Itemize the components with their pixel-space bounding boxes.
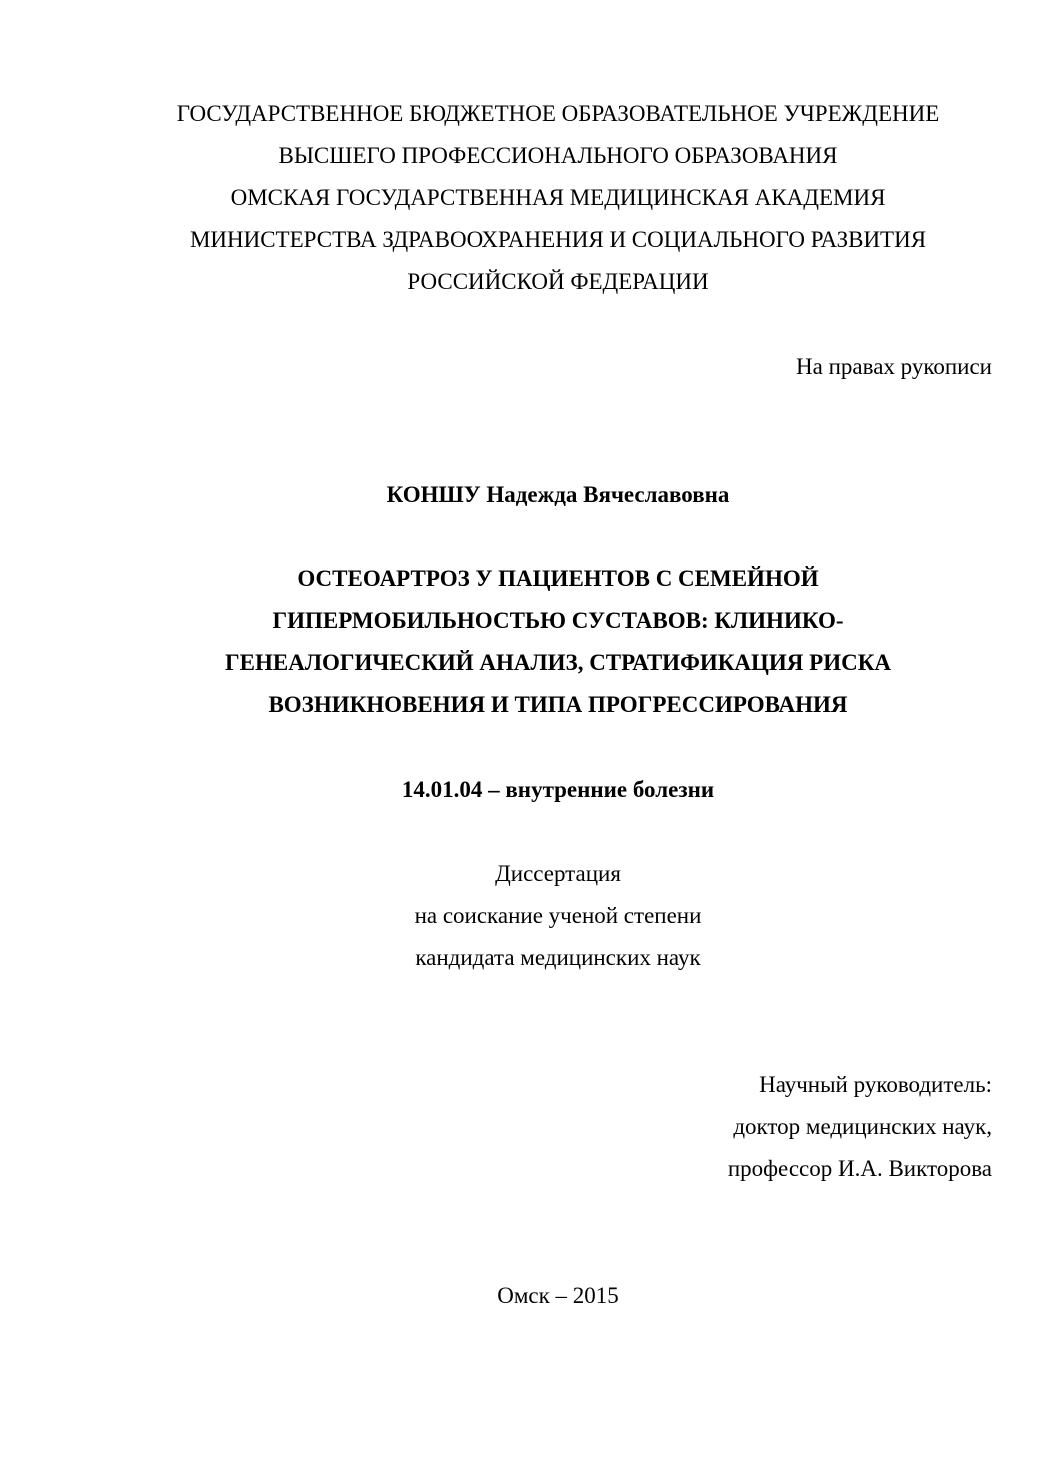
institution-line: ОМСКАЯ ГОСУДАРСТВЕННАЯ МЕДИЦИНСКАЯ АКАДЕМИЯ: [230, 185, 886, 210]
dissertation-line: на соискание ученой степени: [414, 903, 702, 928]
institution-line: МИНИСТЕРСТВА ЗДРАВООХРАНЕНИЯ И СОЦИАЛЬНОГО РАЗВИТИЯ: [189, 227, 927, 252]
supervisor-line: профессор И.А. Викторова: [727, 1156, 992, 1181]
dissertation-line: Диссертация: [495, 861, 621, 886]
title-line: ОСТЕОАРТРОЗ У ПАЦИЕНТОВ С СЕМЕЙНОЙ: [297, 566, 819, 591]
specialty-code: 14.01.04 – внутренние болезни: [401, 777, 715, 802]
institution-line: ГОСУДАРСТВЕННОЕ БЮДЖЕТНОЕ ОБРАЗОВАТЕЛЬНОЕ УЧРЕЖДЕНИЕ: [176, 101, 940, 126]
manuscript-note: На правах рукописи: [796, 354, 992, 379]
title-line: ГИПЕРМОБИЛЬНОСТЬЮ СУСТАВОВ: КЛИНИКО-: [272, 608, 844, 633]
institution-line: ВЫСШЕГО ПРОФЕССИОНАЛЬНОГО ОБРАЗОВАНИЯ: [278, 143, 838, 168]
title-line: ГЕНЕАЛОГИЧЕСКИЙ АНАЛИЗ, СТРАТИФИКАЦИЯ РИСКА: [225, 650, 891, 675]
city-year: Омск – 2015: [497, 1283, 619, 1308]
title-line: ВОЗНИКНОВЕНИЯ И ТИПА ПРОГРЕССИРОВАНИЯ: [268, 692, 848, 717]
author-name: КОНШУ Надежда Вячеславовна: [386, 482, 730, 507]
supervisor-line: Научный руководитель:: [759, 1072, 992, 1097]
supervisor-line: доктор медицинских наук,: [733, 1114, 992, 1139]
dissertation-line: кандидата медицинских наук: [415, 945, 701, 970]
institution-line: РОССИЙСКОЙ ФЕДЕРАЦИИ: [407, 269, 709, 294]
